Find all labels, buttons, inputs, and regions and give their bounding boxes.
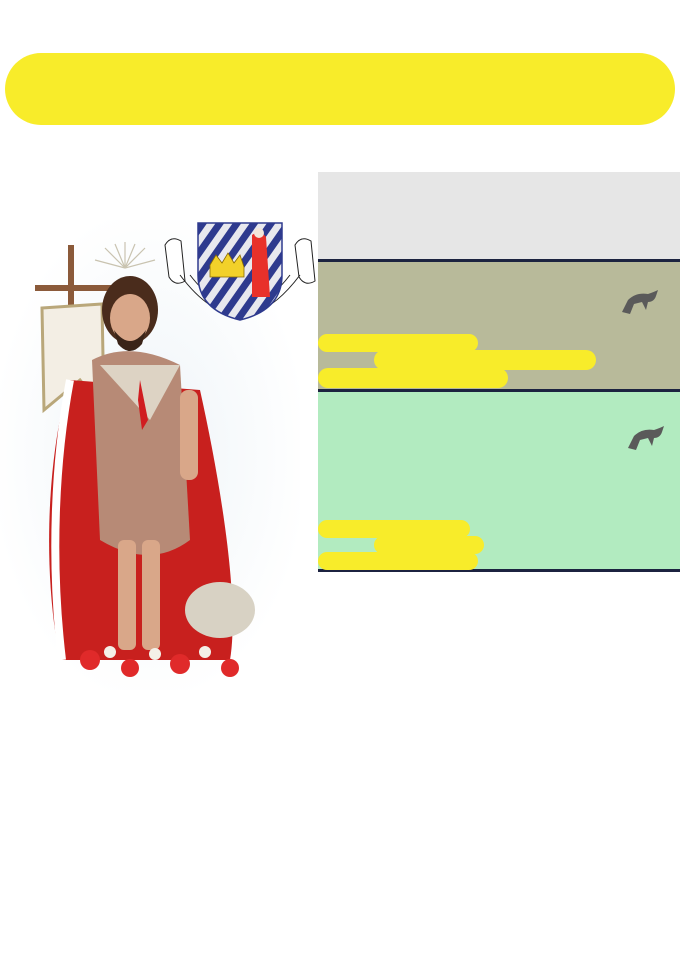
event-row-highlight	[324, 371, 386, 386]
event-row	[324, 473, 386, 488]
event-row-highlight	[324, 337, 386, 352]
event-row	[324, 184, 386, 199]
commission-crest	[160, 205, 320, 335]
event-row	[324, 227, 386, 242]
event-row	[324, 488, 386, 503]
event-row	[324, 428, 386, 443]
town-title	[0, 0, 680, 60]
festival-title	[0, 58, 680, 120]
bull-icon	[624, 424, 666, 454]
event-row	[324, 321, 386, 336]
event-row	[324, 272, 386, 287]
day-27-panel	[318, 262, 680, 392]
day-28-panel	[318, 392, 680, 572]
event-row	[324, 443, 386, 458]
event-row	[324, 305, 386, 320]
day-24-panel	[318, 172, 680, 262]
event-row	[324, 458, 386, 473]
event-row	[324, 289, 386, 304]
event-row	[324, 413, 386, 428]
bull-icon	[618, 288, 660, 318]
